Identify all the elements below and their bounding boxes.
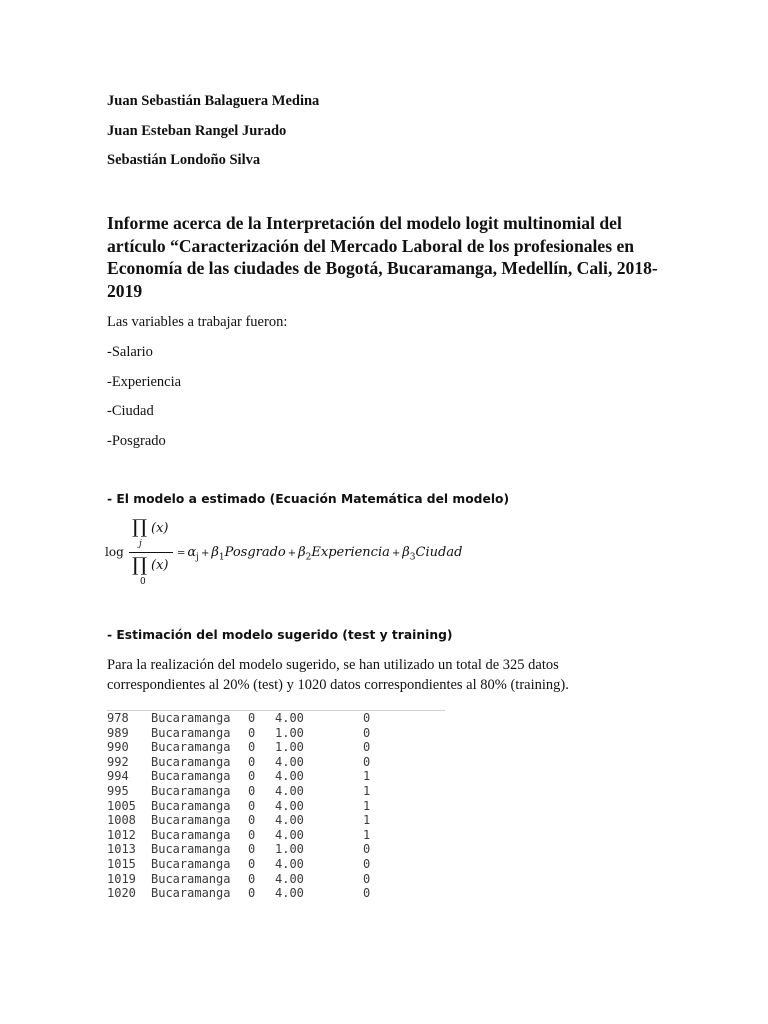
paragraph-line-1: Para la realización del modelo sugerido, se han utilizado un total de 325 datos: [107, 657, 559, 673]
row-city: Bucaramanga: [151, 711, 231, 725]
beta-subscript: 2: [305, 552, 312, 563]
row-flag: 0: [248, 711, 256, 725]
denominator-argument: (x): [151, 558, 169, 573]
alpha-symbol: α: [187, 545, 197, 560]
variable-item: -Ciudad: [107, 403, 154, 419]
equation-fraction: [129, 515, 175, 585]
row-id: 992: [107, 754, 129, 769]
row-outcome: 1: [363, 783, 371, 798]
table-row: [107, 813, 393, 828]
row-city: Bucaramanga: [151, 871, 231, 886]
row-flag: 0: [248, 886, 256, 901]
variable-item: -Experiencia: [107, 374, 182, 390]
row-city: Bucaramanga: [151, 798, 231, 813]
row-id: 990: [107, 740, 129, 755]
numerator-argument: (x): [151, 521, 169, 536]
row-value: 4.00: [275, 798, 304, 813]
row-flag: 0: [248, 725, 256, 740]
title-line-1: Informe acerca de la Interpretación del modelo logit multinomial del: [107, 213, 622, 233]
row-id: 1015: [107, 856, 136, 871]
row-outcome: 0: [363, 754, 371, 769]
row-id: 989: [107, 725, 129, 740]
row-flag: 0: [248, 798, 256, 813]
author-2: Juan Esteban Rangel Jurado: [107, 123, 287, 139]
table-row-partial: [107, 702, 393, 711]
numerator-subscript: j: [139, 539, 142, 549]
report-title: [107, 212, 667, 302]
beta-subscript: 1: [218, 552, 225, 563]
row-city: Bucaramanga: [151, 754, 231, 769]
row-outcome: 0: [363, 886, 371, 901]
beta-symbol: β: [402, 545, 410, 560]
row-value: 1.00: [275, 842, 304, 857]
row-flag: 0: [248, 769, 256, 784]
row-city: Bucaramanga: [151, 740, 231, 755]
table-row-partial-cell: [107, 702, 393, 711]
row-value: 4.00: [275, 711, 304, 725]
row-value: 4.00: [275, 813, 304, 828]
row-flag: 0: [248, 783, 256, 798]
author-3: Sebastián Londoño Silva: [107, 152, 261, 168]
variables-intro: Las variables a trabajar fueron:: [107, 314, 288, 330]
row-outcome: 0: [363, 740, 371, 755]
paragraph-line-2: correspondientes al 20% (test) y 1020 datos correspondientes al 80% (training).: [107, 677, 569, 693]
plus-sign: +: [287, 548, 297, 559]
row-id: 995: [107, 783, 129, 798]
row-id: 1012: [107, 827, 136, 842]
row-flag: 0: [248, 856, 256, 871]
table-row: [107, 769, 393, 784]
row-value: 4.00: [275, 783, 304, 798]
data-table-screenshot: [107, 702, 447, 912]
row-outcome: 0: [363, 842, 371, 857]
row-outcome: 1: [363, 827, 371, 842]
equation-term: Posgrado: [224, 545, 286, 560]
variable-item: -Posgrado: [107, 433, 166, 449]
row-flag: 0: [248, 827, 256, 842]
row-city: Bucaramanga: [151, 783, 231, 798]
row-flag: 0: [248, 754, 256, 769]
equation-right-side: [175, 545, 462, 563]
row-outcome: 0: [363, 856, 371, 871]
row-value: 1.00: [275, 740, 304, 755]
row-value: 4.00: [275, 871, 304, 886]
row-city: Bucaramanga: [151, 725, 231, 740]
row-value: 4.00: [275, 856, 304, 871]
section-heading-estimation: - Estimación del modelo sugerido (test y training): [107, 628, 453, 642]
row-id: 1020: [107, 886, 136, 901]
variable-item: -Salario: [107, 344, 153, 360]
row-city: Bucaramanga: [151, 769, 231, 784]
table-row: [107, 784, 393, 799]
equation-log: log: [105, 545, 124, 559]
row-outcome: 0: [363, 725, 371, 740]
row-id: 1008: [107, 813, 136, 828]
row-flag: 0: [248, 871, 256, 886]
equation-term: Ciudad: [415, 545, 463, 560]
author-1: Juan Sebastián Balaguera Medina: [107, 93, 320, 109]
title-line-4: 2019: [107, 280, 143, 301]
row-value: 4.00: [275, 769, 304, 784]
beta-symbol: β: [298, 545, 306, 560]
row-outcome: 1: [363, 798, 371, 813]
table-row: [107, 755, 393, 770]
data-table: [107, 702, 393, 901]
row-value: 4.00: [275, 886, 304, 901]
table-row: [107, 886, 393, 901]
beta-symbol: β: [211, 545, 219, 560]
alpha-subscript: j: [196, 552, 199, 563]
fraction-bar: [129, 552, 173, 553]
row-flag: 0: [248, 813, 256, 828]
row-value: 4.00: [275, 827, 304, 842]
row-id: 1019: [107, 871, 136, 886]
row-outcome: 0: [363, 871, 371, 886]
row-value: 4.00: [275, 754, 304, 769]
row-value: 1.00: [275, 725, 304, 740]
equals-sign: =: [177, 548, 186, 559]
row-city: Bucaramanga: [151, 856, 231, 871]
title-line-3: Economía de las ciudades de Bogotá, Bucaramanga, Medellín, Cali, 2018-: [107, 258, 658, 278]
row-id: 978: [107, 711, 129, 725]
row-flag: 0: [248, 842, 256, 857]
row-outcome: 1: [363, 813, 371, 828]
row-city: Bucaramanga: [151, 842, 231, 857]
table-row: [107, 828, 393, 843]
denominator-subscript: 0: [140, 577, 146, 587]
row-outcome: 0: [363, 711, 371, 725]
beta-subscript: 3: [409, 552, 416, 563]
product-symbol-numerator: ∏: [132, 516, 148, 538]
table-row: [107, 726, 393, 741]
table-row: [107, 799, 393, 814]
row-city: Bucaramanga: [151, 886, 231, 901]
model-equation: [105, 515, 525, 585]
table-row: [107, 872, 393, 887]
title-line-2: artículo “Caracterización del Mercado Laboral de los profesionales en: [107, 235, 635, 256]
section-heading-model: - El modelo a estimado (Ecuación Matemática del modelo): [107, 492, 510, 506]
row-id: 1005: [107, 798, 136, 813]
row-city: Bucaramanga: [151, 813, 231, 828]
row-id: 1013: [107, 842, 136, 857]
row-outcome: 1: [363, 769, 371, 784]
table-row: [107, 857, 393, 872]
product-symbol-denominator: ∏: [132, 554, 148, 576]
table-row: [107, 740, 393, 755]
plus-sign: +: [391, 548, 401, 559]
plus-sign: +: [200, 548, 210, 559]
row-flag: 0: [248, 740, 256, 755]
row-id: 994: [107, 769, 129, 784]
row-city: Bucaramanga: [151, 827, 231, 842]
table-row: [107, 711, 393, 726]
estimation-paragraph: [107, 655, 667, 695]
table-body: [107, 702, 393, 901]
equation-term: Experiencia: [311, 545, 390, 560]
table-row: [107, 842, 393, 857]
